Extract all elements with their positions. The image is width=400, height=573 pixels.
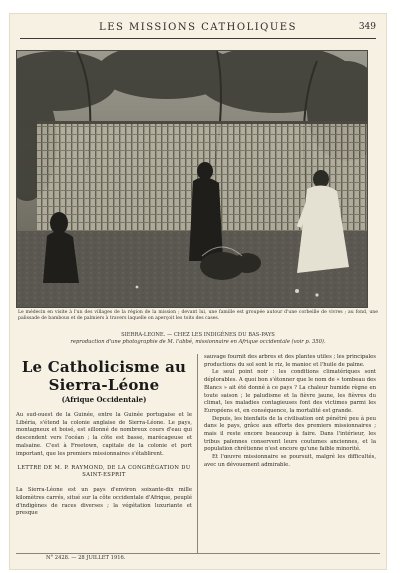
letter-heading: LETTRE DE M. P. RAYMOND, DE LA CONGRÉGATION DU SAINT-ESPRIT <box>17 465 191 479</box>
right-paragraph-4: Et l'œuvre missionnaire se poursuit, malgré les difficultés, avec un dévouement admirable. <box>204 454 376 468</box>
photo-caption: Le médecin en visite à l'un des villages de la région de la mission ; devant lui, une famille est groupée autour d'une corbeille de vivres ; au fond, une palissade de bambous et de palmiers à travers laquelle on aperçoit les toits des cases. <box>18 310 378 321</box>
photo-credit <box>30 332 366 346</box>
page-header <box>20 20 376 39</box>
photo-credit-source: reproduction d'une photographie de M. l'abbé, missionnaire en Afrique occidentale (voir p. 350). <box>70 339 326 345</box>
village-photograph <box>16 50 368 308</box>
issue-footer: N° 2428. — 28 JUILLET 1916. <box>46 555 126 561</box>
article-intro: Au sud-ouest de la Guinée, entre la Guinée portugaise et le Libéria, s'étend la colonie anglaise de Sierra-Léone. Le pays, montagneux et boisé, est sillonné de nombreux cours d'eau qui descendent vers l'océan ; la côte est basse, marécageuse et malsaine. C'est à Freetown, capitale de la colonie et port important, que les premiers missionnaires s'établirent. <box>16 412 192 457</box>
letter-body: La Sierra-Léone est un pays d'environ soixante-dix mille kilomètres carrés, situé sur la côte occidentale d'Afrique, peuplé d'indigènes de races diverses ; la végétation luxuriante et presque <box>16 487 192 517</box>
column-divider <box>197 354 198 554</box>
magazine-page <box>10 14 386 569</box>
article-subtitle: (Afrique Occidentale) <box>61 395 147 404</box>
right-column <box>204 354 376 554</box>
left-column <box>16 354 192 554</box>
footer-rule <box>16 553 380 554</box>
photo-credit-title: SIERRA-LEONE. — CHEZ LES INDIGÈNES DU BAS-PAYS <box>121 332 275 338</box>
photo-illustration <box>17 51 367 307</box>
journal-title: LES MISSIONS CATHOLIQUES <box>99 22 297 33</box>
page-number: 349 <box>358 22 376 32</box>
right-paragraph-1: sauvage fournit des arbres et des plantes utiles ; les principales productions du sol sont le riz, le manioc et l'huile de palme. <box>204 354 376 368</box>
article-title: Le Catholicisme au Sierra-Léone <box>21 358 187 394</box>
right-paragraph-3: Depuis, les bienfaits de la civilisation ont pénétré peu à peu dans le pays, grâce aux efforts des premiers missionnaires ; mais il reste encore beaucoup à faire. Dans l'intérieur, les tribus païennes conservent leurs coutumes anciennes, et la population chrétienne n'est encore qu'une faible minorité. <box>204 415 376 453</box>
right-paragraph-2: Le seul point noir : les conditions climatériques sont déplorables. A quoi bon s'étonner que le nom de « tombeau des Blancs » ait été donné à ce pays ? La chaleur humide règne en toute saison ; le paludisme et la fièvre jaune, les fièvres du climat, les maladies contagieuses font des victimes parmi les Européens et, en conséquence, la mortalité est grande. <box>204 369 376 414</box>
